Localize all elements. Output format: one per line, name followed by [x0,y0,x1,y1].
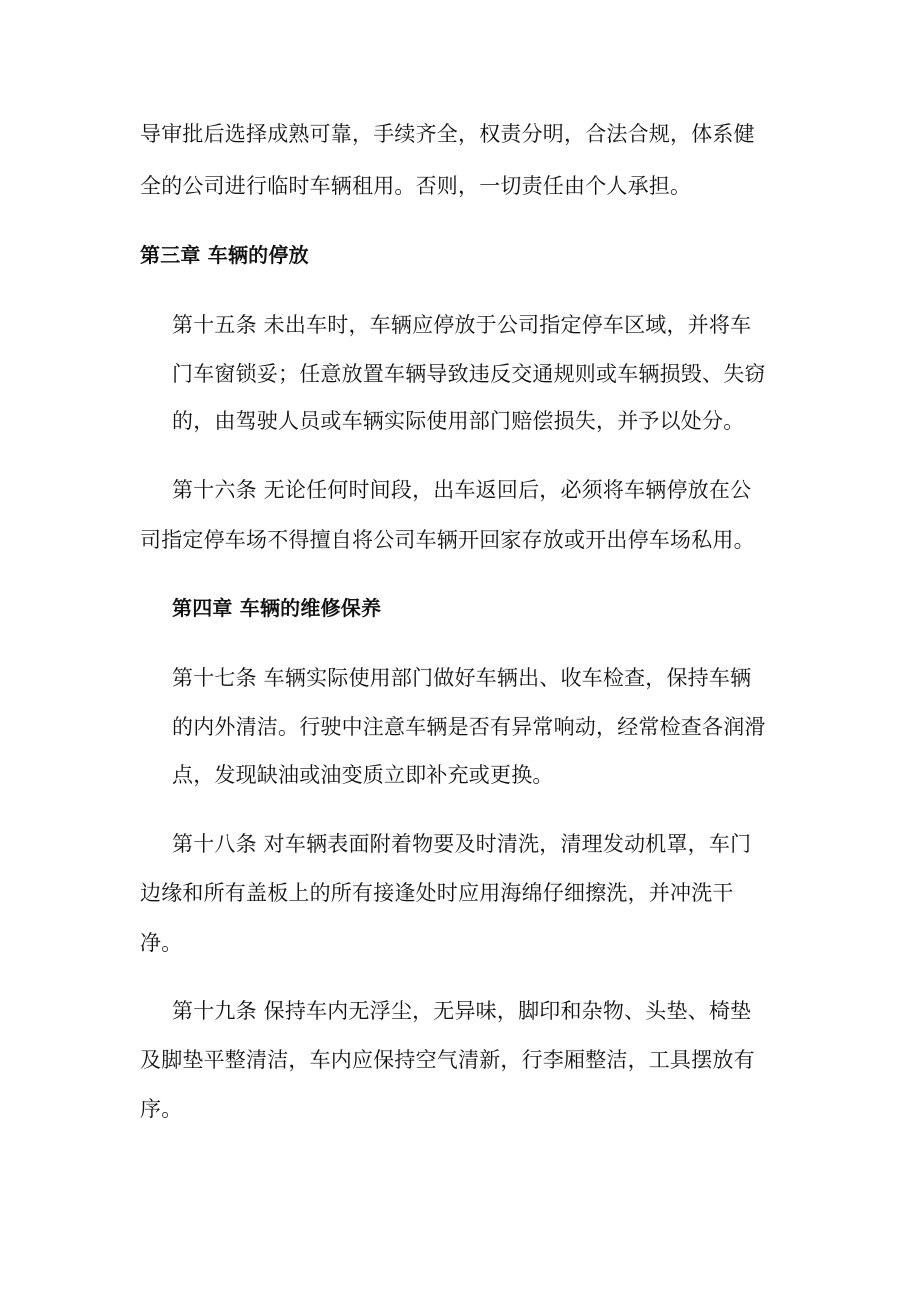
paragraph-line: 的，由驾驶人员或车辆实际使用部门赔偿损失，并予以处分。 [172,409,745,433]
paragraph-line: 第十七条 车辆实际使用部门做好车辆出、收车检查，保持车辆 [172,666,752,690]
chapter-heading: 第三章 车辆的停放 [140,243,309,267]
paragraph-line: 第十九条 保持车内无浮尘，无异味，脚印和杂物、头垫、椅垫 [172,999,752,1023]
paragraph-line: 点，发现缺油或油变质立即补充或更换。 [172,763,554,787]
paragraph-line: 边缘和所有盖板上的所有接逢处时应用海绵仔细擦洗，并冲洗干 [140,881,734,905]
paragraph-line: 净。 [140,931,183,955]
paragraph-line: 的内外清洁。行驶中注意车辆是否有异常响动，经常检查各润滑 [172,715,766,739]
paragraph-line: 导审批后选择成熟可靠，手续齐全，权责分明，合法合规，体系健 [140,122,755,146]
paragraph-line: 第十六条 无论任何时间段，出车返回后，必须将车辆停放在公 [172,478,752,502]
paragraph-line: 全的公司进行临时车辆租用。否则，一切责任由个人承担。 [140,174,692,198]
paragraph-line: 第十八条 对车辆表面附着物要及时清洗，清理发动机罩，车门 [172,832,752,856]
chapter-heading: 第四章 车辆的维修保养 [172,596,382,620]
paragraph-line: 及脚垫平整清洁，车内应保持空气清新，行李厢整洁，工具摆放有 [140,1048,755,1072]
paragraph-line: 第十五条 未出车时，车辆应停放于公司指定停车区域，并将车 [172,313,752,337]
paragraph-line: 司指定停车场不得擅自将公司车辆开回家存放或开出停车场私用。 [140,528,755,552]
paragraph-line: 门车窗锁妥；任意放置车辆导致违反交通规则或车辆损毁、失窃 [172,362,766,386]
paragraph-line: 序。 [140,1097,183,1121]
